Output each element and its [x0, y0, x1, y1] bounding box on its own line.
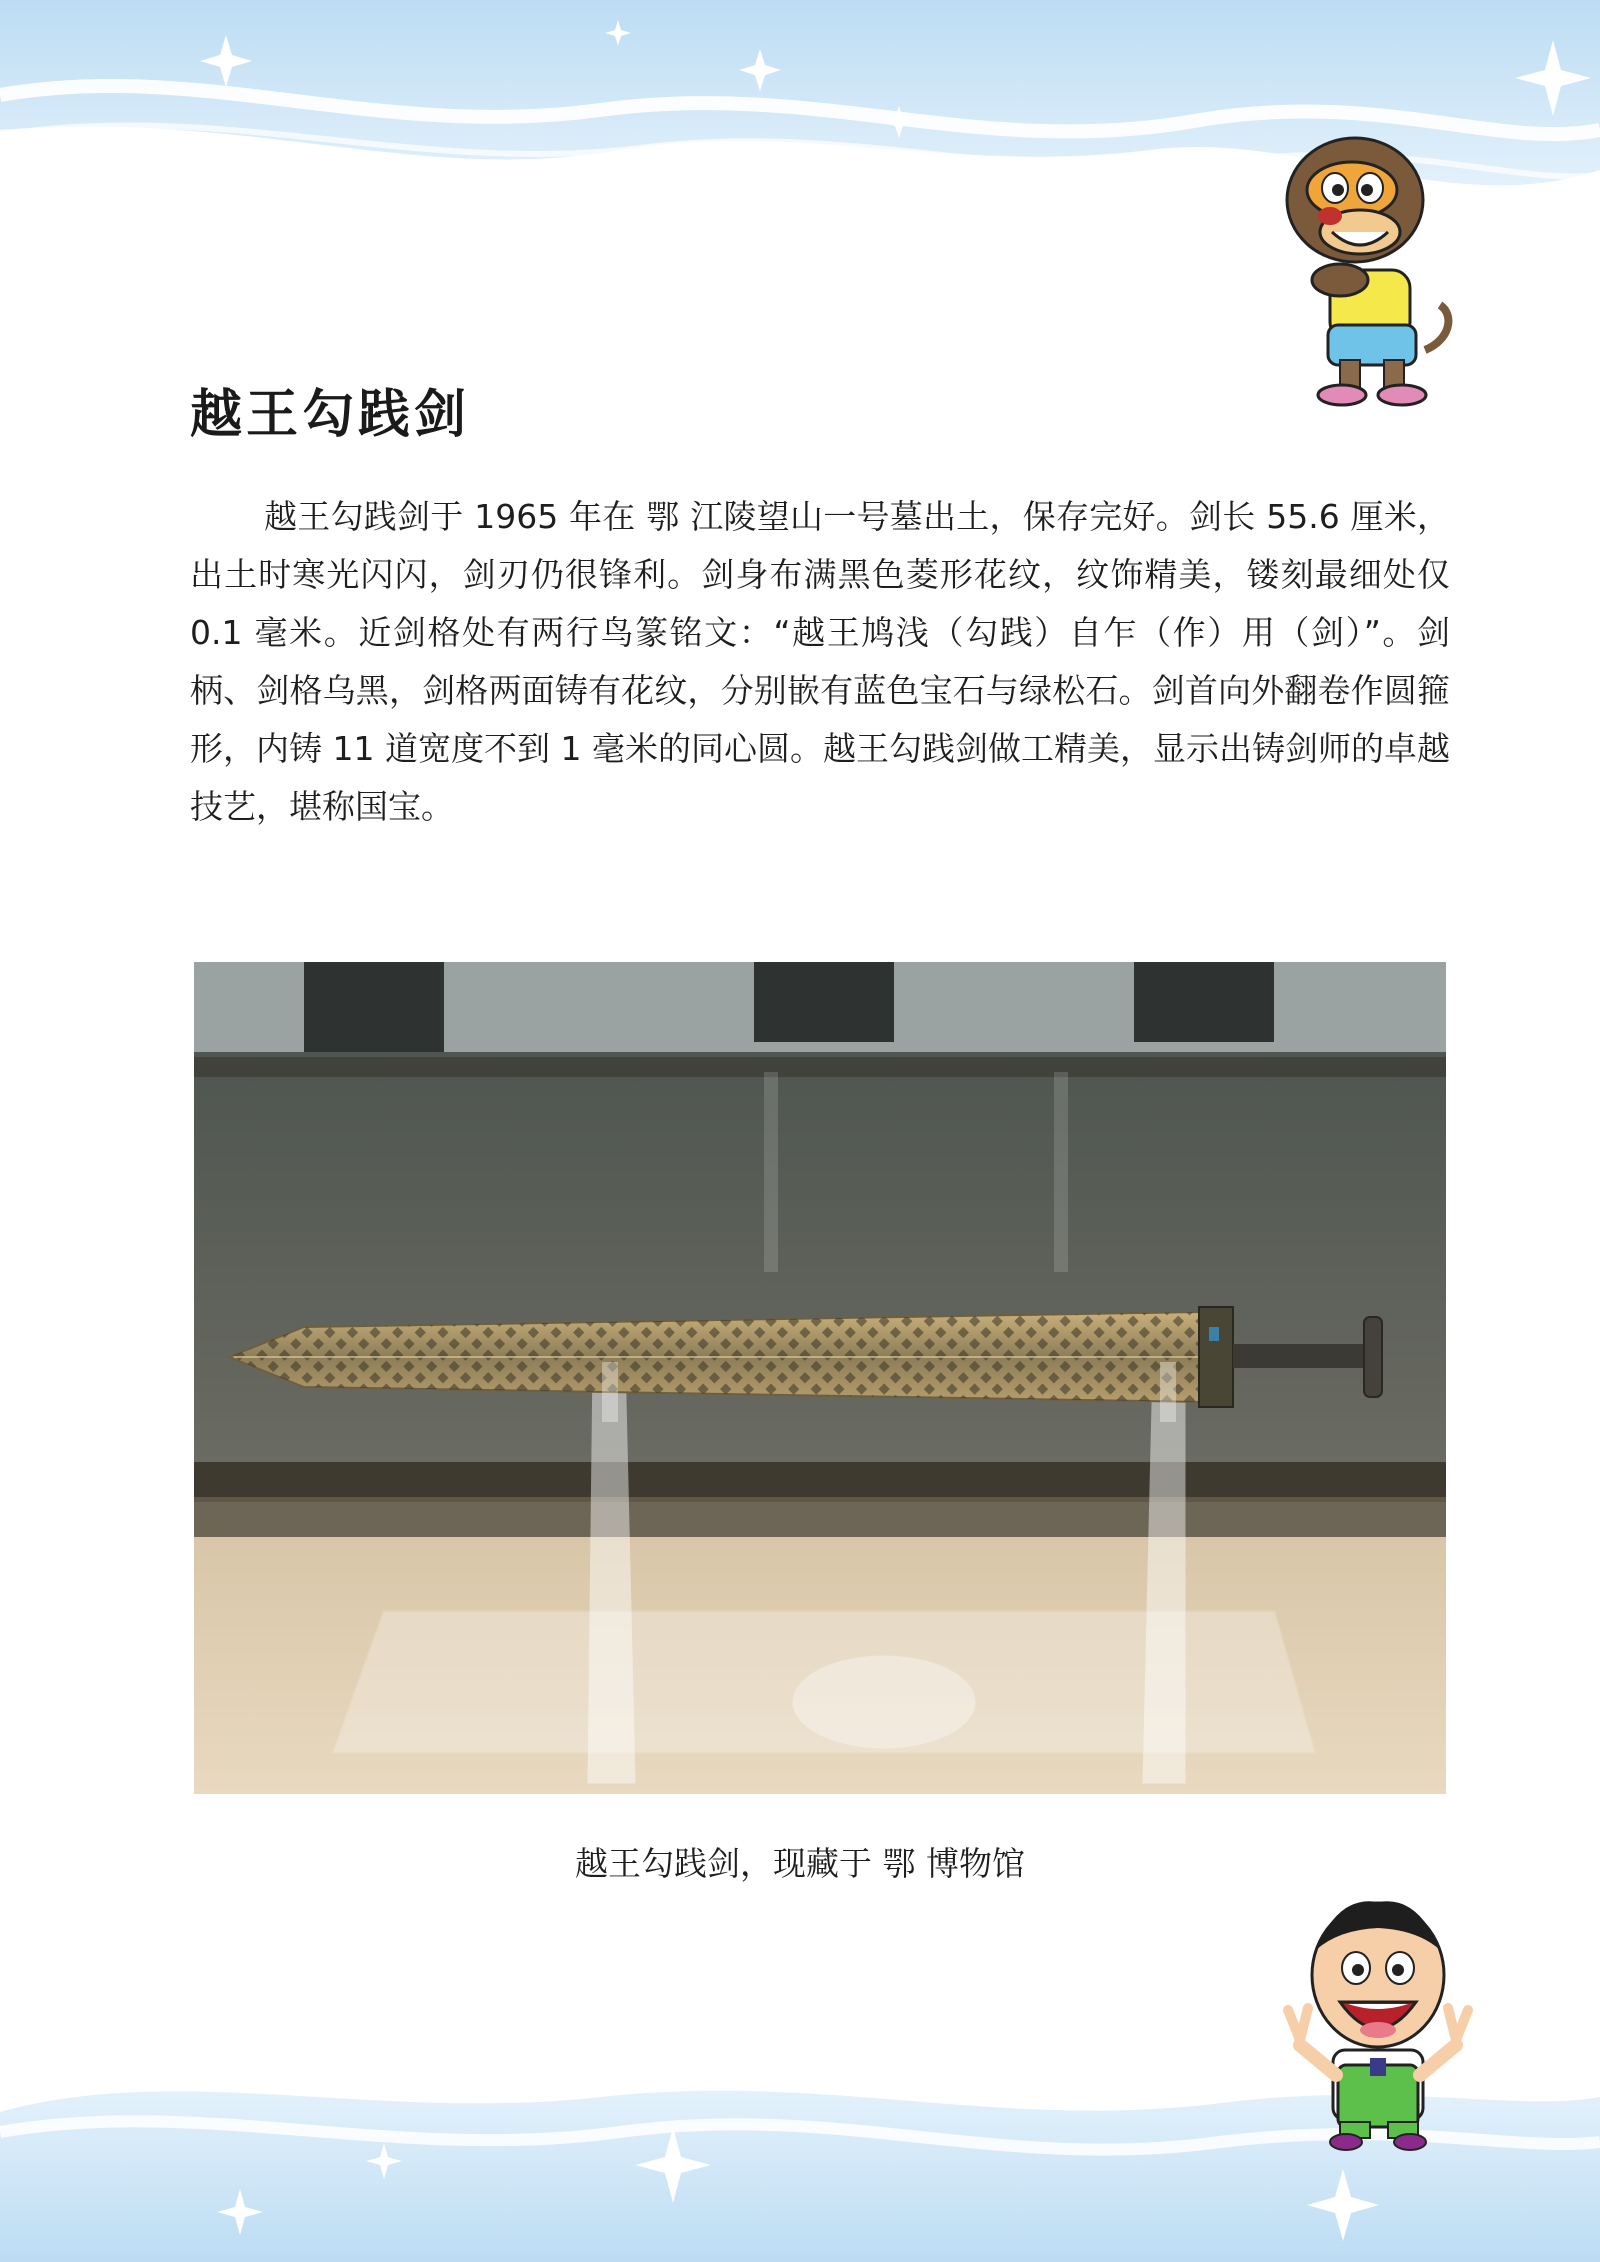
sword-photo-illustration: [194, 962, 1446, 1794]
sword-display-photo: [194, 962, 1446, 1794]
page-title: 越王勾践剑: [190, 385, 471, 445]
boy-cartoon-illustration: [1278, 1890, 1478, 2152]
photo-caption: 越王勾践剑，现藏于 鄂 博物馆: [575, 1844, 1025, 1883]
sword-blade: [229, 1312, 1202, 1402]
monkey-cartoon-illustration: [1260, 120, 1460, 410]
article-body-paragraph: 越王勾践剑于 1965 年在 鄂 江陵望山一号墓出土，保存完好。剑长 55.6 厘米，出土时寒光闪闪，剑刃仍很锋利。剑身布满黑色菱形花纹，纹饰精美，镂刻最细处仅 0.1 毫米。近剑格处有两行鸟篆铭文：“越王鸠浅（勾践）自乍（作）用（剑）”。剑柄、剑格乌黑，剑格两面铸有花纹，分别嵌有蓝色宝石与绿松石。剑首向外翻卷作圆箍形，内铸 11 道宽度不到 1 毫米的同心圆。越王勾践剑做工精美，显示出铸剑师的卓越技艺，堪称国宝。: [190, 497, 1450, 826]
